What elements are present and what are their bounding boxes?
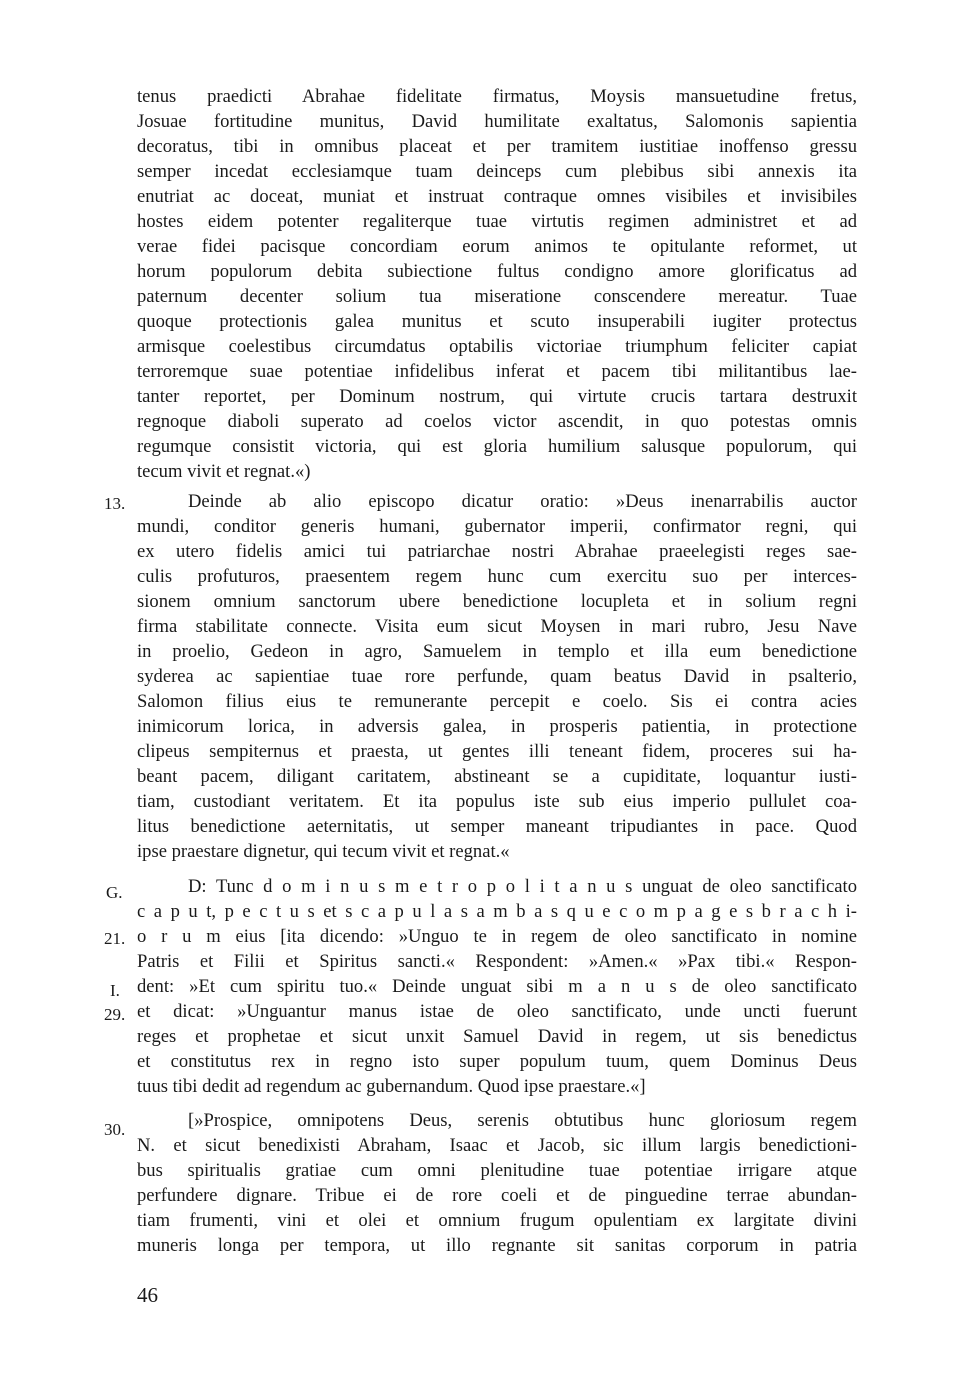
text-line: quoque protectionis galea munitus et scuto insuperabili iugiter protectus xyxy=(137,311,857,332)
text-line: o r u m eius [ita dicendo: »Unguo te in regem de oleo sanctificato in nomine xyxy=(137,926,857,947)
text-line: tiam frumenti, vini et olei et omnium frugum opulentiam ex largitate divini xyxy=(137,1210,857,1231)
text-line: regumque consistit victoria, qui est gloria humilium salusque populorum, qui xyxy=(137,436,857,457)
text-line: armisque coelestibus circumdatus optabilis victoriae triumphum feliciter capiat xyxy=(137,336,857,357)
text-line: perfundere dignare. Tribue ei de rore coeli et de pinguedine terrae abundan- xyxy=(137,1185,857,1206)
text-line: paternum decenter solium tua miseratione conscendere mereatur. Tuae xyxy=(137,286,857,307)
margin-note: I. xyxy=(110,981,120,1000)
text-line: et constitutus rex in regno isto super populum tuum, quem Dominus Deus xyxy=(137,1051,857,1072)
text-line: mundi, conditor generis humani, gubernator imperii, confirmator regni, qui xyxy=(137,516,857,537)
text-line: terroremque suae potentiae infidelibus inferat et pacem tibi militantibus lae- xyxy=(137,361,857,382)
text-line: enutriat ac doceat, muniat et instruat contraque omnes visibiles et invisibiles xyxy=(137,186,857,207)
text-line: et dicat: »Unguantur manus istae de oleo sanctificato, unde uncti fuerunt xyxy=(137,1001,857,1022)
text-line: N. et sicut benedixisti Abraham, Isaac et Jacob, sic illum largis benedictioni- xyxy=(137,1135,857,1156)
text-line: culis profuturos, praesentem regem hunc cum exercitu suo per interces- xyxy=(137,566,857,587)
margin-note: 29. xyxy=(104,1005,126,1024)
text-line: firma stabilitate connecte. Visita eum sicut Moysen in mari rubro, Jesu Nave xyxy=(137,616,857,637)
text-line: bus spiritualis gratiae cum omni plenitudine tuae potentiae irrigare atque xyxy=(137,1160,857,1181)
text-line: decoratus, tibi in omnibus placeat et per tramitem iustitiae inoffenso gressu xyxy=(137,136,857,157)
text-line: tuus tibi dedit ad regendum ac gubernandum. Quod ipse praestare.«] xyxy=(137,1076,646,1097)
text-line: litus benedictione aeternitatis, ut semper maneant tripudiantes in pace. Quod xyxy=(137,816,857,837)
text-line: clipeus sempiternus et praesta, ut gentes illi teneant fidem, proceres sui ha- xyxy=(137,741,857,762)
text-line: dent: »Et cum spiritu tuo.« Deinde unguat sibi m a n u s de oleo sanctificato xyxy=(137,976,857,997)
text-line: tanter reportet, per Dominum nostrum, qui virtute crucis tartara destruxit xyxy=(137,386,857,407)
text-line: [»Prospice, omnipotens Deus, serenis obtutibus hunc gloriosum regem xyxy=(188,1110,857,1131)
text-line: c a p u t, p e c t u s et s c a p u l a s a m b a s q u e c o m p a g e s b r a c h i- xyxy=(137,901,857,922)
text-line: inimicorum lorica, in adversis galea, in prosperis patientia, in protectione xyxy=(137,716,857,737)
text-line: Salomon filius eius te remunerante percepit e coelo. Sis ei contra acies xyxy=(137,691,857,712)
text-line: horum populorum debita subiectione fultus condigno amore glorificatus ad xyxy=(137,261,857,282)
margin-note: 30. xyxy=(104,1120,126,1139)
text-line: verae fidei pacisque concordiam eorum animos te opitulante reformet, ut xyxy=(137,236,857,257)
text-line: hostes eidem potenter regaliterque tuae virtutis regimen administret et ad xyxy=(137,211,857,232)
text-line: Patris et Filii et Spiritus sancti.« Respondent: »Amen.« »Pax tibi.« Respon- xyxy=(137,951,857,972)
margin-note: G. xyxy=(106,883,123,902)
text-line: tiam, custodiant veritatem. Et ita populus iste sub eius imperio pullulet coa- xyxy=(137,791,857,812)
text-line: ex utero fidelis amici tui patriarchae nostri Abrahae praeelegisti reges sae- xyxy=(137,541,857,562)
text-line: D: Tunc d o m i n u s m e t r o p o l i t a n u s unguat de oleo sanctificato xyxy=(188,876,857,897)
text-line: tenus praedicti Abrahae fidelitate firmatus, Moysis mansuetudine fretus, xyxy=(137,86,857,107)
text-line: ipse praestare dignetur, qui tecum vivit et regnat.« xyxy=(137,841,510,862)
text-line: tecum vivit et regnat.«) xyxy=(137,461,311,482)
text-line: in proelio, Gedeon in agro, Samuelem in templo et illa eum benedictione xyxy=(137,641,857,662)
margin-note: 21. xyxy=(104,929,126,948)
text-line: reges et prophetae et sicut unxit Samuel David in regem, ut sis benedictus xyxy=(137,1026,857,1047)
margin-note: 13. xyxy=(104,494,126,513)
text-line: Josuae fortitudine munitus, David humilitate exaltatus, Salomonis sapientia xyxy=(137,111,857,132)
text-line: beant pacem, diligant caritatem, abstineant se a cupiditate, loquantur iusti- xyxy=(137,766,857,787)
text-line: syderea ac sapientiae tuae rore perfunde, quam beatus David in psalterio, xyxy=(137,666,857,687)
text-line: semper incedat ecclesiamque tuam deinceps cum plebibus sibi annexis ita xyxy=(137,161,857,182)
page-number: 46 xyxy=(137,1283,158,1307)
text-line: muneris longa per tempora, ut illo regnante sit sanitas corporum in patria xyxy=(137,1235,857,1256)
text-line: sionem omnium sanctorum ubere benedictione locupleta et in solium regni xyxy=(137,591,857,612)
text-line: Deinde ab alio episcopo dicatur oratio: »Deus inenarrabilis auctor xyxy=(188,491,857,512)
text-line: regnoque diaboli superato ad coelos victor ascendit, in quo potestas omnis xyxy=(137,411,857,432)
